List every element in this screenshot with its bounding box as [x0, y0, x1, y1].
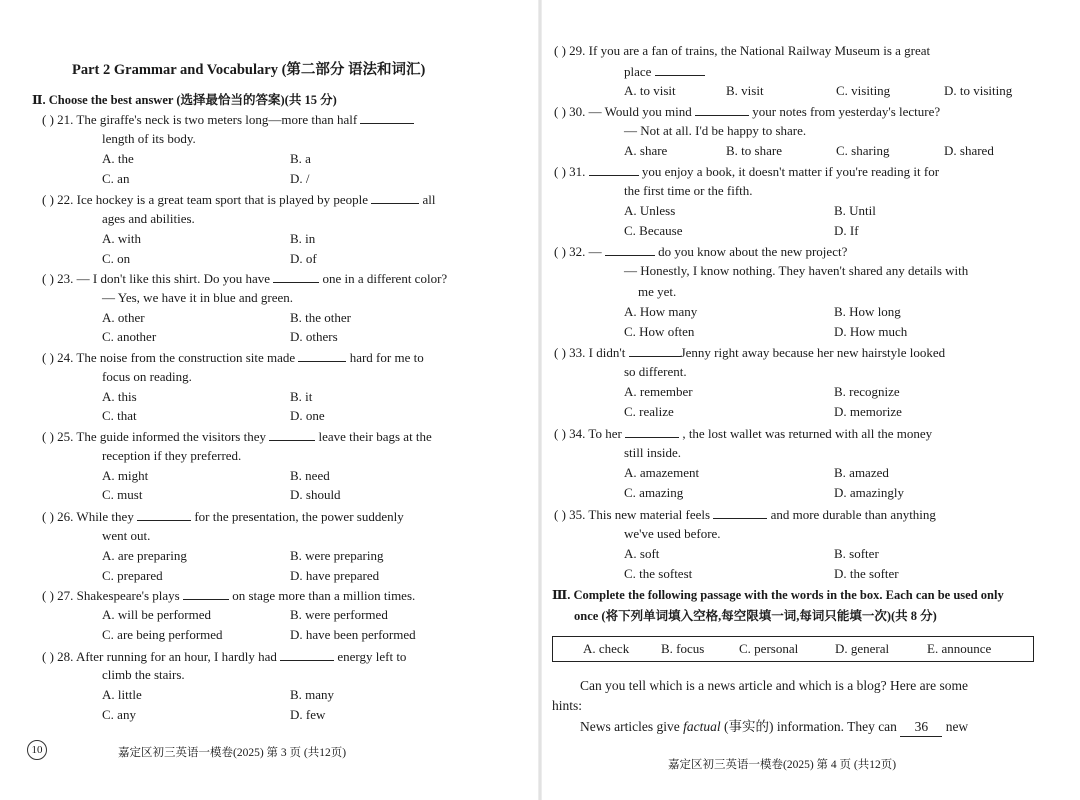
answer-blank	[183, 586, 229, 600]
question-stem: ( ) 26. While they	[42, 509, 134, 524]
option-c: C. realize	[624, 404, 674, 419]
option-b: B. it	[290, 389, 313, 404]
question-stem: ( ) 27. Shakespeare's plays	[42, 588, 180, 603]
passage-text: (事实的) information. They can	[723, 719, 897, 734]
option-d: D. to visiting	[944, 83, 1013, 98]
passage-italic-word: factual	[683, 719, 721, 734]
question-stem-cont: still inside.	[624, 445, 682, 460]
option-b: B. a	[290, 151, 311, 166]
question-stem-tail: do you know about the new project?	[658, 244, 848, 259]
option-a: A. this	[102, 389, 137, 404]
question-stem-cont: reception if they preferred.	[102, 448, 242, 463]
question-stem: ( ) 33. I didn't	[554, 345, 626, 360]
answer-blank	[298, 348, 346, 362]
option-d: D. If	[834, 223, 859, 238]
option-b: B. softer	[834, 546, 879, 561]
option-c: C. sharing	[836, 143, 890, 158]
question-stem: ( ) 22. Ice hockey is a great team sport that is played by people	[42, 192, 368, 207]
option-b: B. to share	[726, 143, 782, 158]
word-option-d: D. general	[835, 641, 890, 656]
option-c: C. that	[102, 408, 137, 423]
option-b: B. Until	[834, 203, 876, 218]
option-d: D. the softer	[834, 566, 899, 581]
option-c: C. any	[102, 707, 136, 722]
question-stem-tail: hard for me to	[349, 350, 424, 365]
word-box	[552, 636, 1034, 662]
option-a: A. with	[102, 231, 141, 246]
question-stem-cont: ages and abilities.	[102, 211, 195, 226]
answer-blank	[589, 162, 639, 176]
option-c: C. visiting	[836, 83, 891, 98]
question-stem-cont: we've used before.	[624, 526, 721, 541]
question-stem: ( ) 28. After running for an hour, I hardly had	[42, 649, 277, 664]
passage-line-3	[580, 718, 968, 737]
question-stem-cont: — Not at all. I'd be happy to share.	[624, 123, 807, 138]
option-d: D. should	[290, 487, 341, 502]
question-stem: ( ) 35. This new material feels	[554, 507, 711, 522]
option-b: B. the other	[290, 310, 352, 325]
question-stem-tail: you enjoy a book, it doesn't matter if you're reading it for	[641, 164, 940, 179]
answer-blank	[360, 110, 414, 124]
option-d: D. How much	[834, 324, 908, 339]
option-a: A. the	[102, 151, 134, 166]
option-c: C. How often	[624, 324, 695, 339]
option-a: A. are preparing	[102, 548, 187, 563]
page-number-circle: 10	[27, 740, 47, 760]
answer-blank	[625, 424, 679, 438]
option-a: A. share	[624, 143, 668, 158]
option-d: D. one	[290, 408, 325, 423]
question-stem: ( ) 29. If you are a fan of trains, the National Railway Museum is a great	[554, 43, 931, 58]
word-option-e: E. announce	[927, 641, 992, 656]
question-stem-tail: for the presentation, the power suddenly	[194, 509, 404, 524]
answer-blank	[269, 427, 315, 441]
question-stem-cont: — Yes, we have it in blue and green.	[102, 290, 293, 305]
option-d: D. of	[290, 251, 317, 266]
question-stem-tail: leave their bags at the	[318, 429, 432, 444]
option-c: C. on	[102, 251, 131, 266]
option-d: D. shared	[944, 143, 994, 158]
question-stem: ( ) 32. —	[554, 244, 602, 259]
option-b: B. many	[290, 687, 335, 702]
question-stem: ( ) 24. The noise from the construction site made	[42, 350, 296, 365]
answer-blank	[280, 647, 334, 661]
option-a: A. little	[102, 687, 142, 702]
blank-number-36: 36	[900, 718, 942, 737]
answer-blank	[713, 505, 767, 519]
option-b: B. were preparing	[290, 548, 384, 563]
option-b: B. need	[290, 468, 330, 483]
option-a: A. soft	[624, 546, 660, 561]
passage-line-2: hints:	[552, 698, 583, 713]
option-d: D. memorize	[834, 404, 902, 419]
option-b: B. How long	[834, 304, 901, 319]
option-b: B. visit	[726, 83, 764, 98]
option-d: D. have been performed	[290, 627, 416, 642]
question-stem-cont: length of its body.	[102, 131, 196, 146]
option-d: D. others	[290, 329, 338, 344]
question-stem: ( ) 34. To her	[554, 426, 622, 441]
section-2-heading: Ⅱ. Choose the best answer (选择最恰当的答案)(共 15 分)	[32, 93, 337, 107]
option-b: B. recognize	[834, 384, 900, 399]
option-a: A. will be performed	[102, 607, 212, 622]
option-c: C. Because	[624, 223, 683, 238]
word-option-c: C. personal	[739, 641, 799, 656]
question-stem: ( ) 30. — Would you mind	[554, 104, 692, 119]
section-3-heading-cont: once (将下列单词填入空格,每空限填一词,每词只能填一次)(共 8 分)	[574, 609, 937, 623]
question-stem-cont: the first time or the fifth.	[624, 183, 753, 198]
question-stem-cont: focus on reading.	[102, 369, 192, 384]
option-d: D. /	[290, 171, 310, 186]
option-c: C. must	[102, 487, 143, 502]
option-b: B. in	[290, 231, 316, 246]
question-stem: ( ) 25. The guide informed the visitors they	[42, 429, 266, 444]
option-a: A. Unless	[624, 203, 676, 218]
question-stem: ( ) 21. The giraffe's neck is two meters long—more than half	[42, 112, 358, 127]
question-stem-cont: so different.	[624, 364, 687, 379]
option-d: D. have prepared	[290, 568, 380, 583]
question-stem-cont: place	[624, 64, 652, 79]
answer-blank	[371, 190, 419, 204]
word-option-a: A. check	[583, 641, 630, 656]
page-footer-left: 嘉定区初三英语一模卷(2025) 第 3 页 (共12页)	[118, 747, 347, 759]
passage-text: new	[945, 719, 969, 734]
option-d: D. amazingly	[834, 485, 905, 500]
option-a: A. remember	[624, 384, 693, 399]
question-stem-tail: and more durable than anything	[770, 507, 936, 522]
option-b: B. amazed	[834, 465, 889, 480]
option-a: A. might	[102, 468, 149, 483]
question-stem: ( ) 23. — I don't like this shirt. Do you have	[42, 271, 271, 286]
option-a: A. How many	[624, 304, 698, 319]
question-stem-tail: all	[422, 192, 436, 207]
question-stem: ( ) 31.	[554, 164, 586, 179]
question-stem-cont: went out.	[102, 528, 151, 543]
answer-blank	[655, 62, 705, 76]
answer-blank	[629, 343, 681, 357]
option-c: C. an	[102, 171, 130, 186]
question-stem-cont: — Honestly, I know nothing. They haven't shared any details with	[624, 263, 969, 278]
question-stem-cont-2: me yet.	[638, 284, 677, 299]
option-c: C. are being performed	[102, 627, 223, 642]
passage-line-1: Can you tell which is a news article and which is a blog? Here are some	[580, 678, 968, 693]
answer-blank	[137, 507, 191, 521]
part-title: Part 2 Grammar and Vocabulary (第二部分 语法和词汇)	[72, 62, 426, 78]
option-b: B. were performed	[290, 607, 388, 622]
question-stem-tail: energy left to	[337, 649, 407, 664]
passage-text: News articles give	[580, 719, 680, 734]
question-stem-tail: your notes from yesterday's lecture?	[752, 104, 941, 119]
option-c: C. prepared	[102, 568, 163, 583]
option-d: D. few	[290, 707, 326, 722]
page-footer-right: 嘉定区初三英语一模卷(2025) 第 4 页 (共12页)	[668, 759, 897, 771]
answer-blank	[695, 102, 749, 116]
option-a: A. amazement	[624, 465, 700, 480]
question-stem-tail: one in a different color?	[322, 271, 448, 286]
word-option-b: B. focus	[661, 641, 705, 656]
question-stem-tail: on stage more than a million times.	[232, 588, 416, 603]
question-stem-cont: climb the stairs.	[102, 667, 185, 682]
option-c: C. another	[102, 329, 157, 344]
option-c: C. the softest	[624, 566, 693, 581]
answer-blank	[273, 269, 319, 283]
option-a: A. to visit	[624, 83, 676, 98]
option-a: A. other	[102, 310, 145, 325]
question-stem-tail: , the lost wallet was returned with all the money	[682, 426, 933, 441]
option-c: C. amazing	[624, 485, 684, 500]
answer-blank	[605, 242, 655, 256]
section-3-heading: Ⅲ. Complete the following passage with the words in the box. Each can be used only	[552, 588, 1004, 602]
question-stem-tail: Jenny right away because her new hairstyle looked	[680, 345, 946, 360]
